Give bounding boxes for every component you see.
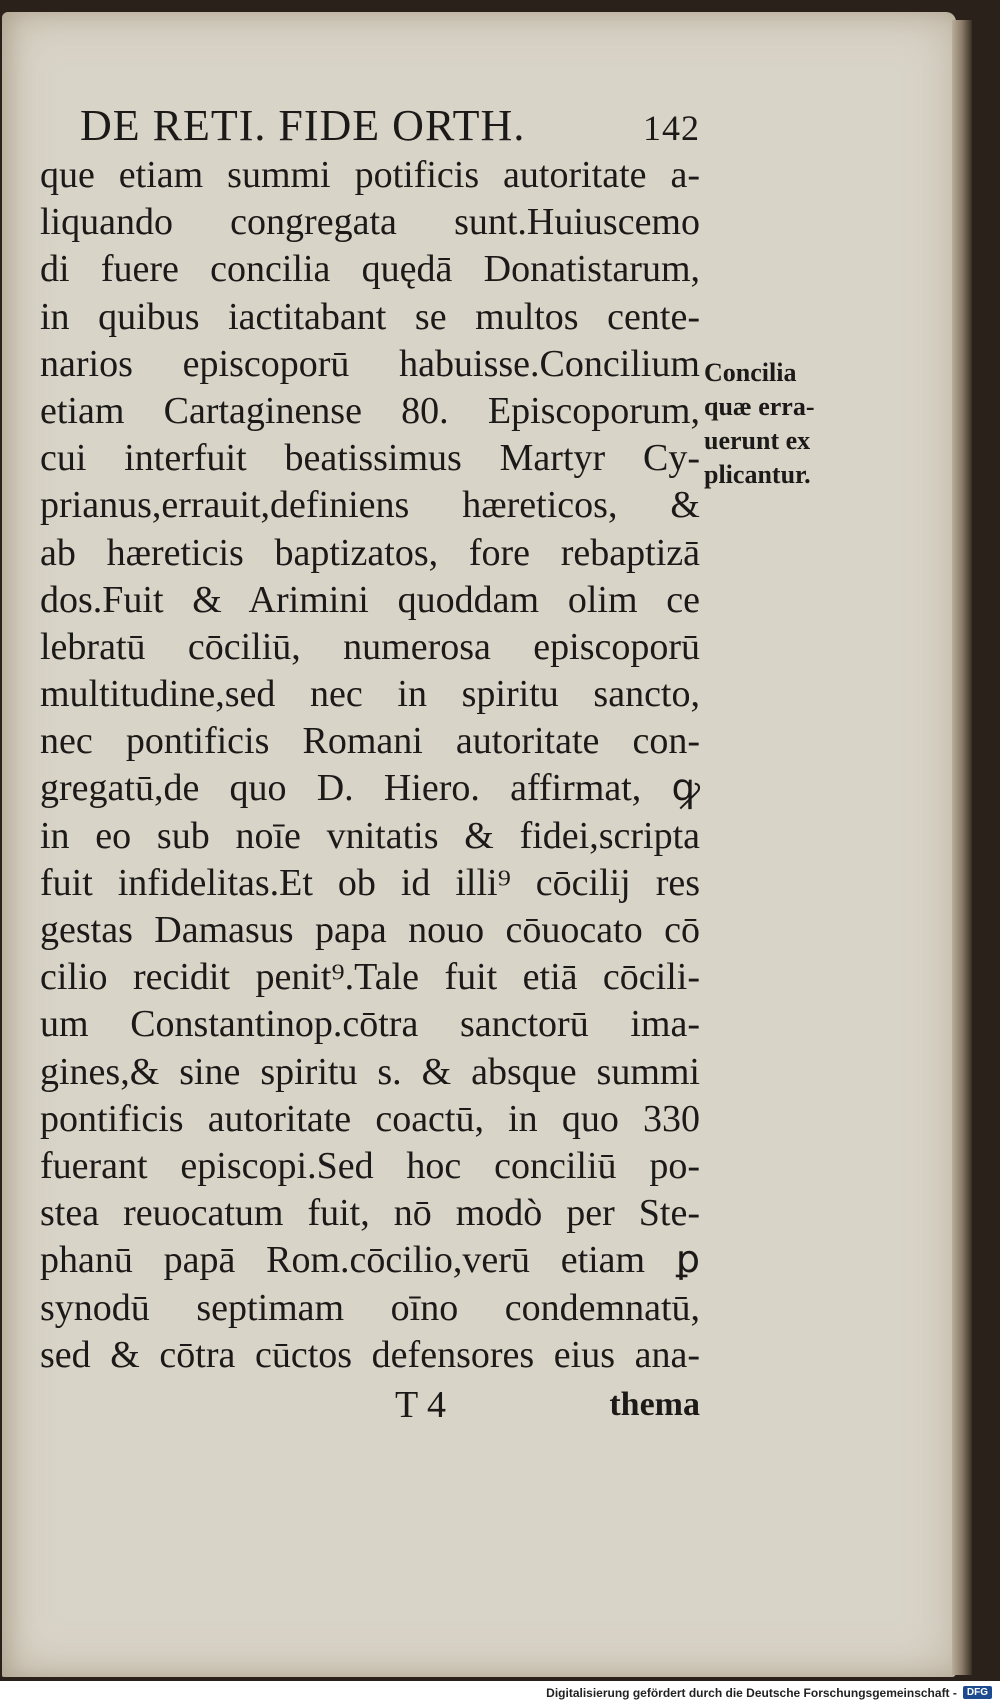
dfg-logo: DFG <box>963 1686 992 1699</box>
text-line: multitudine,sed nec in spiritu sancto, <box>40 673 700 716</box>
text-line: di fuere concilia quędā Donatistarum, <box>40 248 700 291</box>
text-line: gregatū,de quo D. Hiero. affirmat, ꝙ <box>40 767 700 810</box>
text-line: dos.Fuit & Arimini quoddam olim ce <box>40 578 700 621</box>
marginal-note <box>704 356 884 492</box>
text-line: que etiam summi potificis autoritate a- <box>40 154 700 196</box>
text-line: cui interfuit beatissimus Martyr Cy- <box>40 437 700 480</box>
text-line: narios episcoporū habuisse.Concilium <box>40 342 700 385</box>
page-foot <box>40 1379 700 1431</box>
text-line: phanū papā Rom.cōcilio,verū etiam ꝑ <box>40 1239 700 1282</box>
text-line: pontificis autoritate coactū, in quo 330 <box>40 1097 700 1140</box>
text-line: fuit infidelitas.Et ob id illi⁹ cōcilij res <box>40 861 700 904</box>
text-line: in quibus iactitabant se multos cente- <box>40 295 700 338</box>
signature-mark: T 4 <box>395 1383 447 1426</box>
marginal-note-line: Concilia <box>704 358 797 387</box>
text-line: gestas Damasus papa nouo cōuocato cō <box>40 909 700 951</box>
catchword: thema <box>609 1385 700 1423</box>
body-text <box>40 152 700 1379</box>
text-line: prianus,errauit,definiens hæreticos, & <box>40 484 700 527</box>
text-line: um Constantinop.cōtra sanctorū ima- <box>40 1003 700 1046</box>
text-line: sed & cōtra cūctos defensores eius ana- <box>40 1333 700 1376</box>
running-header <box>80 100 700 152</box>
text-line: lebratū cōciliū, numerosa episcoporū <box>40 625 700 668</box>
marginal-note-line: quæ erra- <box>704 392 815 421</box>
page-edge <box>952 20 972 1675</box>
digitization-credit: Digitalisierung gefördert durch die Deutsche Forschungsgemeinschaft - <box>546 1685 957 1700</box>
digitization-credit-bar <box>0 1681 1000 1704</box>
text-line: nec pontificis Romani autoritate con- <box>40 720 700 763</box>
text-line: synodū septimam oīno condemnatū, <box>40 1286 700 1329</box>
text-line: stea reuocatum fuit, nō modò per Ste- <box>40 1192 700 1235</box>
text-line: fuerant episcopi.Sed hoc conciliū po- <box>40 1144 700 1187</box>
folio-number: 142 <box>643 108 700 148</box>
main-text-block <box>40 100 700 1431</box>
marginal-note-line: uerunt ex <box>704 426 811 455</box>
marginal-note-line: plicantur. <box>704 460 811 489</box>
text-line: in eo sub noīe vnitatis & fidei,scripta <box>40 814 700 857</box>
text-line: etiam Cartaginense 80. Episcoporum, <box>40 389 700 432</box>
text-line: gines,& sine spiritu s. & absque summi <box>40 1050 700 1093</box>
text-line: cilio recidit penit⁹.Tale fuit etiā cōcili- <box>40 956 700 999</box>
text-line: ab hæreticis baptizatos, fore rebaptizā <box>40 531 700 574</box>
running-title: DE RETI. FIDE ORTH. <box>80 101 526 150</box>
text-line: liquando congregata sunt.Huiuscemo <box>40 201 700 244</box>
